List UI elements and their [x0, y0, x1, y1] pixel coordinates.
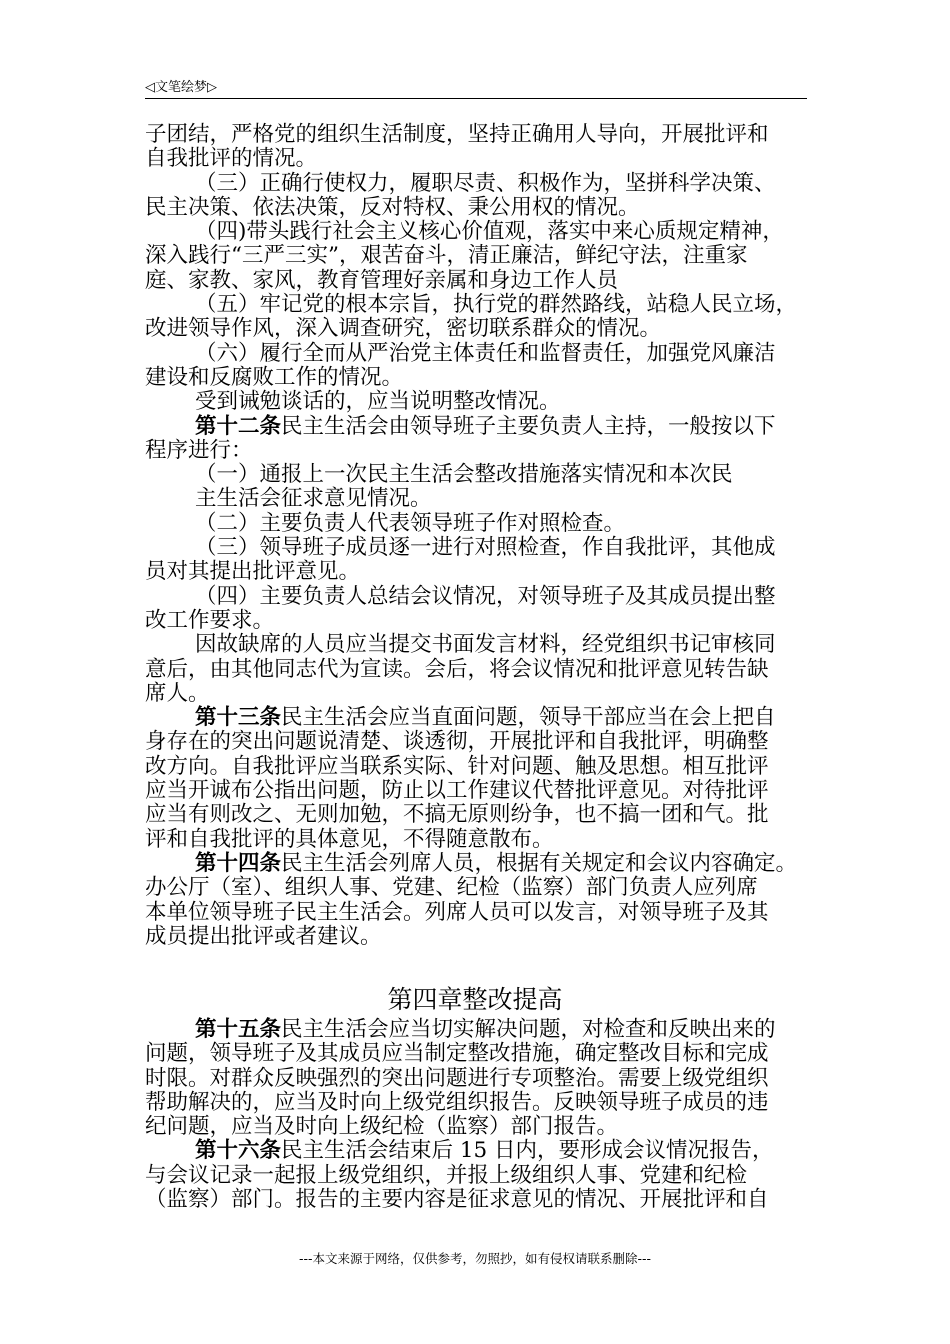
article-15-title: 第十五条 — [195, 1017, 282, 1042]
text-line: 民主决策、依法决策，反对特权、秉公用权的情况。 — [145, 194, 640, 220]
text-line: 意后，由其他同志代为宣读。会后，将会议情况和批评意见转告缺 — [145, 656, 769, 682]
text-line: 应当有则改之、无则加勉，不搞无原则纷争，也不搞一团和气。批 — [145, 802, 769, 828]
article-15-text: 民主生活会应当切实解决问题，对检查和反映出来的 — [281, 1017, 776, 1042]
text-line: 问题，领导班子及其成员应当制定整改措施，确定整改目标和完成 — [145, 1041, 769, 1067]
article-14-title: 第十四条 — [195, 850, 282, 876]
text-line: 身存在的突出问题说清楚、谈透彻，开展批评和自我批评，明确整 — [145, 729, 769, 755]
text-line: 子团结，严格党的组织生活制度，坚持正确用人导向，开展批评和 — [145, 122, 769, 147]
list-item: （二）主要负责人代表领导班子作对照检查。 — [195, 510, 626, 536]
text-line: 席人。 — [145, 680, 210, 706]
text-line: 成员提出批评或者建议。 — [145, 923, 382, 949]
list-item-5: （五）牢记党的根本宗旨，执行党的群然路线，站稳人民立场， — [195, 292, 798, 318]
text-line: 程序进行： — [145, 437, 253, 463]
text-line: 庭、家教、家风，教育管理好亲属和身边工作人员 — [145, 267, 619, 293]
text-line: 帮助解决的，应当及时向上级党组织报告。反映领导班子成员的违 — [145, 1089, 769, 1115]
page-header — [145, 74, 807, 99]
header-title: ◁文笔绘梦▷ — [145, 80, 217, 95]
text-line: 纪问题，应当及时向上级纪检（监察）部门报告。 — [145, 1114, 619, 1140]
article-16-title: 第十六条 — [195, 1138, 282, 1164]
article-12-text: 民主生活会由领导班子主要负责人主持，一般按以下 — [281, 413, 776, 439]
article-12-line — [145, 415, 863, 439]
article-14-text: 民主生活会列席人员，根据有关规定和会议内容确定。 — [281, 850, 798, 876]
text-line: 建设和反腐败工作的情况。 — [145, 364, 404, 390]
text-line: 与会议记录一起报上级党组织，并报上级组织人事、党建和纪检 — [145, 1162, 748, 1188]
document-body — [145, 123, 863, 949]
text-line: （监察）部门。报告的主要内容是征求意见的情况、开展批评和自 — [145, 1187, 769, 1213]
article-13-title: 第十三条 — [195, 705, 282, 731]
list-item: （一）通报上一次民主生活会整改措施落实情况和本次民 — [195, 462, 733, 488]
text-line: 受到诫勉谈话的，应当说明整改情况。 — [195, 389, 561, 415]
document-body-continued — [145, 1018, 863, 1212]
article-14-line — [145, 852, 863, 876]
text-line: 深入践行“三严三实”，艰苦奋斗，清正廉洁，鲜纪守法，注重家 — [145, 243, 748, 269]
text-line: 主生活会征求意见情况。 — [195, 486, 432, 512]
text-line: 办公厅（室）、组织人事、党建、纪检（监察）部门负责人应列席 — [145, 875, 758, 901]
article-12-title: 第十二条 — [195, 413, 282, 439]
list-item: （三）领导班子成员逐一进行对照检查，作自我批评，其他成 — [195, 535, 776, 561]
article-16-text: 民主生活会结束后 15 日内，要形成会议情况报告， — [281, 1138, 774, 1164]
chapter-heading: 第四章整改提高 — [387, 985, 563, 1014]
article-15-line — [145, 1018, 863, 1042]
list-item-6: （六）履行全而从严治党主体责任和监督责任，加强党风廉洁 — [195, 340, 776, 366]
list-item-3: （三）正确行使权力，履职尽责、积极作为，坚拼科学决策、 — [195, 170, 776, 196]
text-line: 本单位领导班子民主生活会。列席人员可以发言，对领导班子及其 — [145, 899, 769, 925]
article-16-line — [145, 1139, 863, 1163]
text-line: 评和自我批评的具体意见，不得随意散布。 — [145, 826, 554, 852]
text-line: 时限。对群众反映强烈的突出问题进行专项整治。需要上级党组织 — [145, 1065, 769, 1091]
list-item: （四）主要负责人总结会议情况，对领导班子及其成员提出整 — [195, 583, 776, 609]
text-line: 改进领导作风，深入调查研究，密切联系群众的情况。 — [145, 316, 662, 342]
text-line: 应当开诚布公指出问题，防止以工作建议代替批评意见。对待批评 — [145, 778, 769, 804]
article-13-text: 民主生活会应当直面问题，领导干部应当在会上把自 — [281, 705, 776, 731]
list-item-4: （四)带头践行社会主义核心价值观，落实中来心质规定精神， — [195, 219, 784, 245]
text-line: 因故缺席的人员应当提交书面发言材料，经党组织书记审核同 — [195, 632, 776, 658]
page-footer: ---本文来源于网络，仅供参考，勿照抄，如有侵权请联系删除--- — [298, 1251, 652, 1266]
text-line: 改方向。自我批评应当联系实际、针对问题、触及思想。相互批评 — [145, 753, 769, 779]
article-13-line — [145, 706, 863, 730]
text-line: 改工作要求。 — [145, 607, 275, 633]
text-line: 自我批评的情况。 — [145, 146, 318, 172]
text-line: 员对其提出批评意见。 — [145, 559, 361, 585]
